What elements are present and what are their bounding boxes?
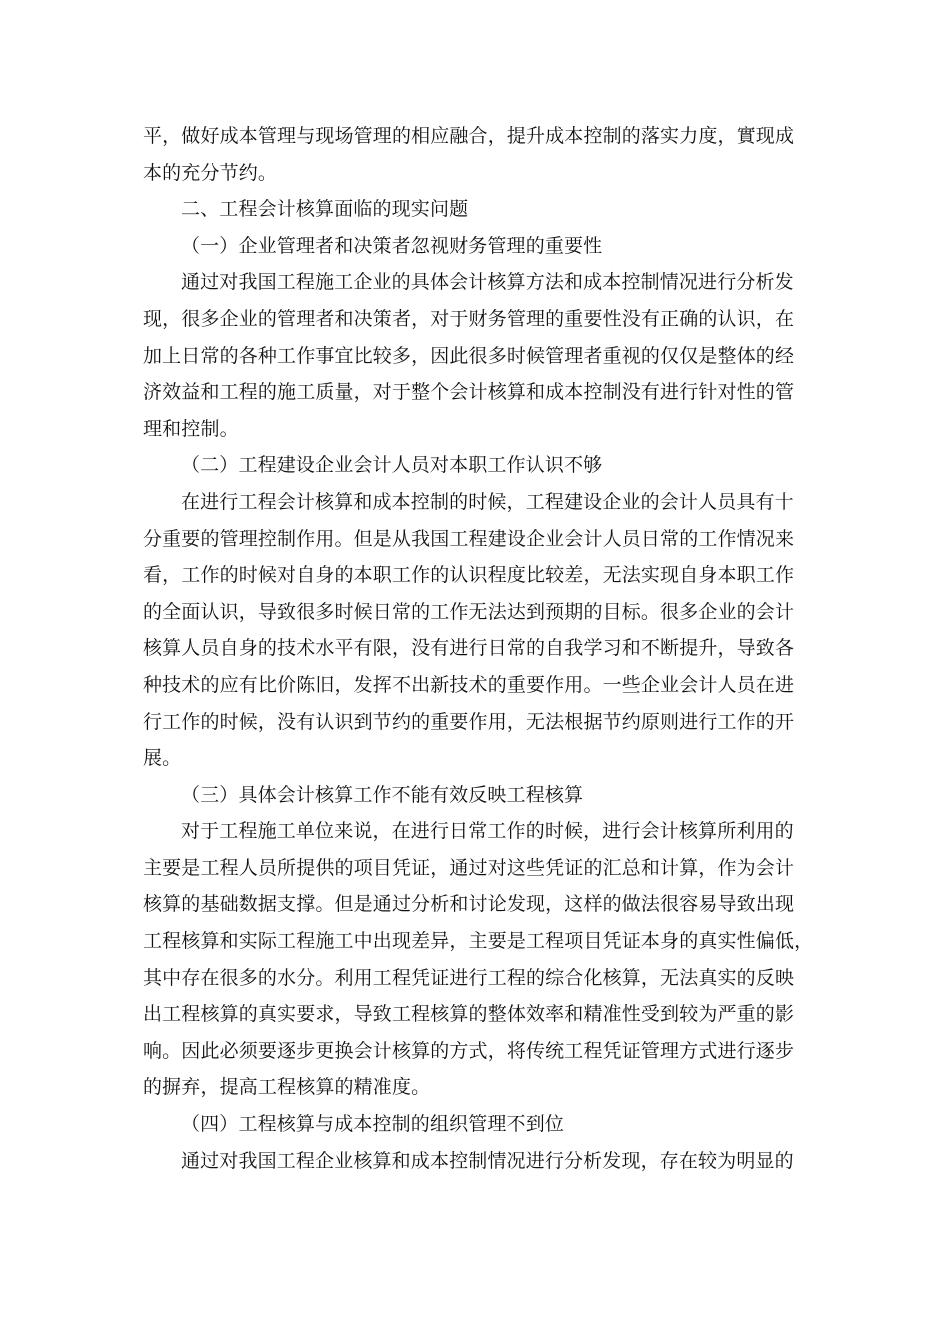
text-line: 核算人员自身的技术水平有限，没有进行日常的自我学习和不断提升，导致各 [143,637,795,660]
text-line: 二、工程会计核算面临的现实问题 [181,198,469,221]
text-line: 出工程核算的真实要求，导致工程核算的整体效率和精准性受到较为严重的影 [143,1003,795,1026]
text-line: 平，做好成本管理与现场管理的相应融合，提升成本控制的落实力度，實现成 [143,125,795,147]
text-line: （四）工程核算与成本控制的组织管理不到位 [181,1113,565,1136]
text-line: 种技术的应有比价陈旧，发挥不出新技术的重要作用。一些企业会计人员在进 [143,673,795,696]
text-line: 的全面认识，导致很多时候日常的工作无法达到预期的目标。很多企业的会计 [143,600,795,623]
text-line: 主要是工程人员所提供的项目凭证，通过对这些凭证的汇总和计算，作为会计 [143,856,795,879]
text-line: 现，很多企业的管理者和决策者，对于财务管理的重要性没有正确的认识，在 [143,307,795,330]
document-body [143,118,817,1179]
text-line: 的摒弃，提高工程核算的精准度。 [143,1076,431,1099]
text-line: 响。因此必须要逐步更换会计核算的方式，将传统工程凭证管理方式进行逐步 [143,1039,795,1062]
text-line: 济效益和工程的施工质量，对于整个会计核算和成本控制没有进行针对性的管 [143,381,795,404]
text-line: 看，工作的时候对自身的本职工作的认识程度比较差，无法实现自身本职工作 [143,564,795,587]
text-line: 分重要的管理控制作用。但是从我国工程建设企业会计人员日常的工作情况来 [143,527,795,550]
text-line: 理和控制。 [143,417,239,440]
text-line: 在进行工程会计核算和成本控制的时候，工程建设企业的会计人员具有十 [181,490,794,513]
text-line: 加上日常的各种工作事宜比较多，因此很多时候管理者重视的仅仅是整体的经 [143,344,795,367]
text-line: （一）企业管理者和决策者忽视财务管理的重要性 [181,234,603,257]
text-line: 其中存在很多的水分。利用工程凭证进行工程的综合化核算，无法真实的反映 [143,966,795,989]
text-line: 通过对我国工程企业核算和成本控制情况进行分析发现，存在较为明显的 [181,1149,794,1172]
text-line: 行工作的时候，没有认识到节约的重要作用，无法根据节约原则进行工作的开 [143,710,795,733]
text-line: 工程核算和实际工程施工中出现差异，主要是工程项目凭证本身的真实性偏低， [143,930,814,953]
text-line: 通过对我国工程施工企业的具体会计核算方法和成本控制情况进行分析发 [181,271,794,294]
text-line: （二）工程建设企业会计人员对本职工作认识不够 [181,454,603,477]
text-line: 核算的基础数据支撑。但是通过分析和讨论发现，这样的做法很容易导致出现 [143,893,795,916]
text-line: 展。 [143,747,182,770]
text-line: 本的充分节约。 [143,161,278,184]
text-line: （三）具体会计核算工作不能有效反映工程核算 [181,783,584,806]
text-line: 对于工程施工单位来说，在进行日常工作的时候，进行会计核算所利用的 [181,820,794,843]
